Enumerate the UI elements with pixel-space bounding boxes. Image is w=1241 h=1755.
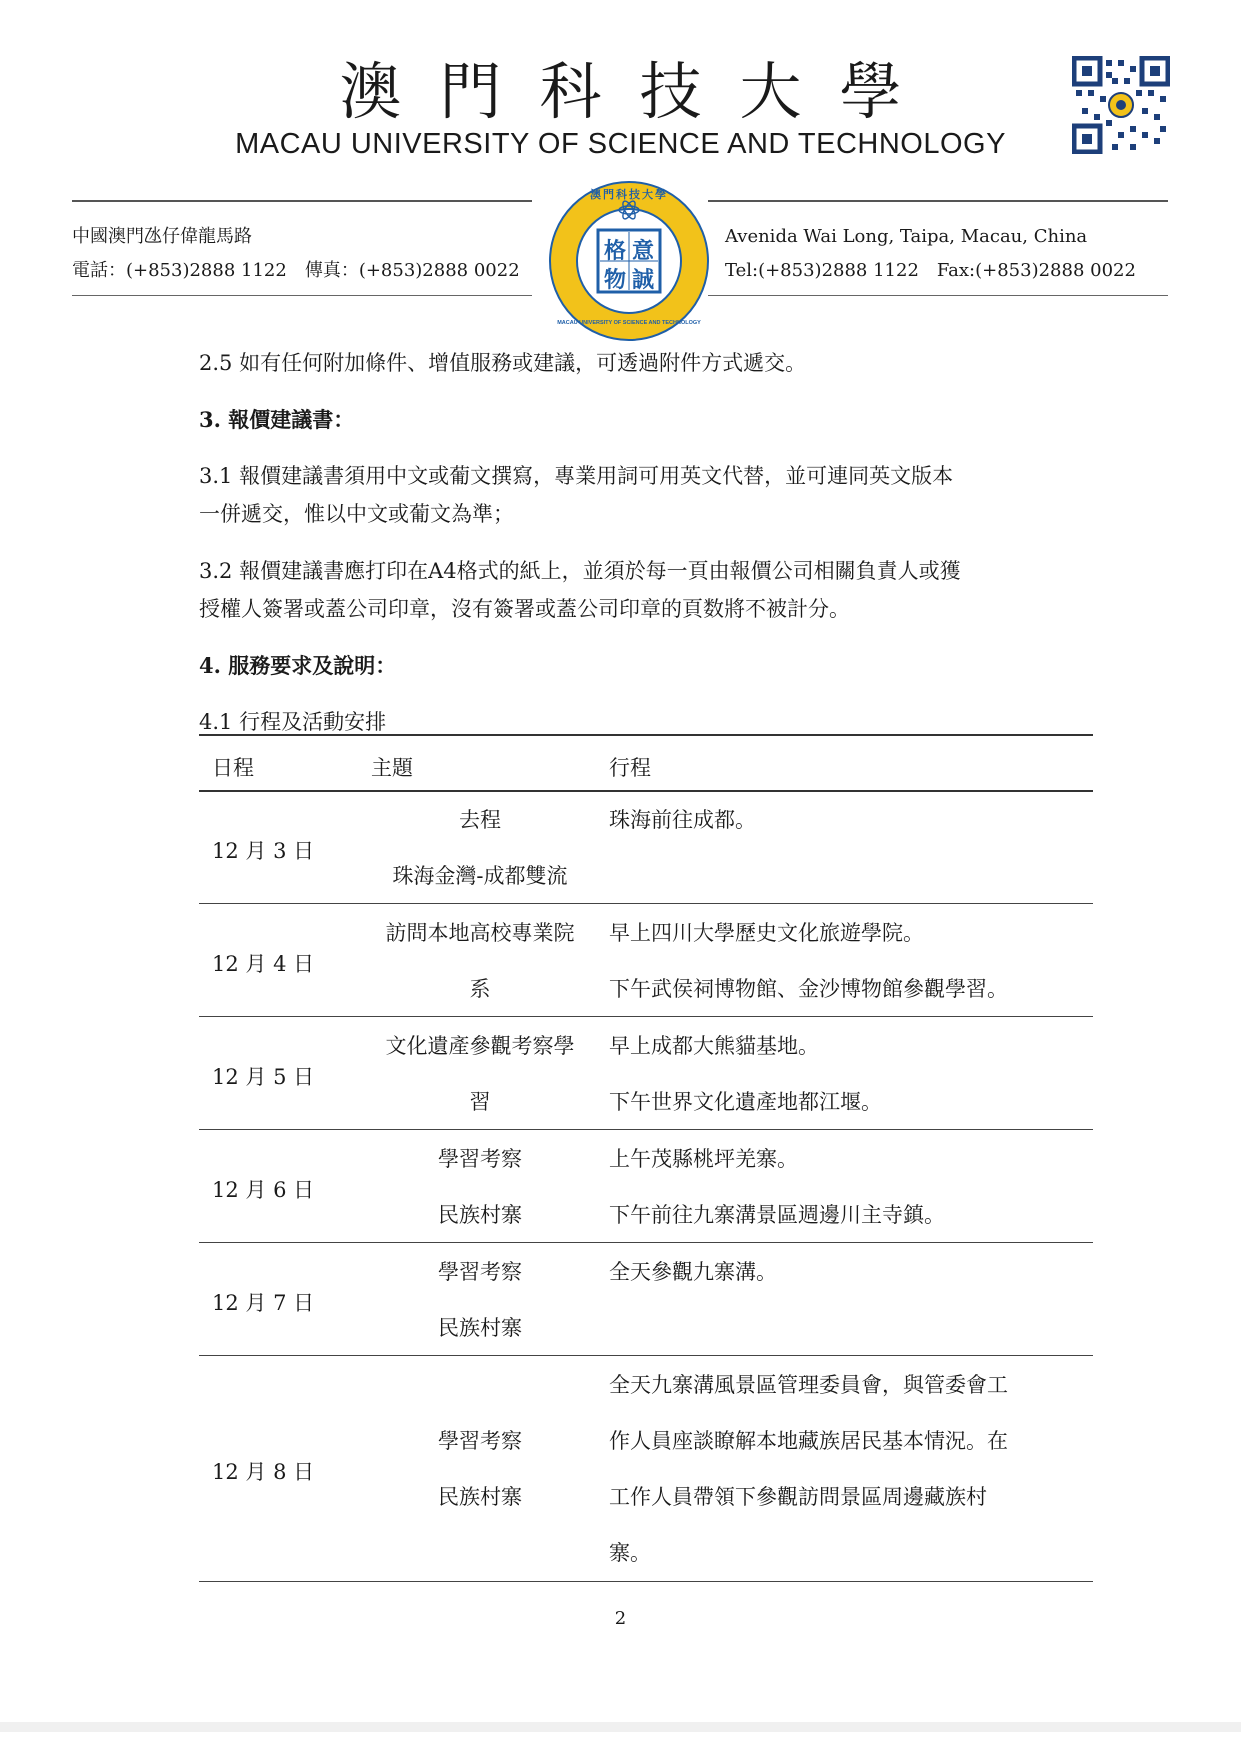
section-3-heading: 3. 報價建議書： (199, 407, 355, 432)
theme-line: 民族村寨 (438, 1316, 522, 1340)
table-row-rule (199, 1016, 1093, 1017)
table-row-date: 12 月 6 日 (212, 1178, 315, 1202)
theme-line: 習 (469, 1090, 491, 1114)
table-row-rule (199, 903, 1093, 904)
itinerary-line: 全天九寨溝風景區管理委員會，與管委會工 (609, 1373, 1008, 1397)
table-row-itinerary (609, 1357, 1008, 1581)
table-row-itinerary (609, 1244, 777, 1300)
qr-code-icon (1072, 56, 1170, 154)
table-row-rule (199, 1242, 1093, 1243)
itinerary-line: 上午茂縣桃坪羌寨。 (609, 1147, 798, 1171)
table-row-rule (199, 1129, 1093, 1130)
itinerary-line: 早上四川大學歷史文化旅遊學院。 (609, 921, 924, 945)
table-row-itinerary (609, 905, 1008, 1017)
address-zh: 中國澳門氹仔偉龍馬路 (72, 226, 252, 247)
theme-line: 珠海金灣-成都雙流 (392, 864, 568, 888)
table-row-theme (365, 792, 595, 904)
page-number: 2 (614, 1608, 627, 1629)
clause-2-5: 2.5 如有任何附加條件、增值服務或建議，可透過附件方式遞交。 (199, 351, 807, 375)
header-rule-right-bottom (708, 295, 1168, 296)
table-row-date: 12 月 4 日 (212, 952, 315, 976)
seal-center-char: 誠 (632, 267, 655, 293)
seal-center-char: 格 (604, 238, 627, 264)
phone-zh: 電話：(+853)2888 1122 傳真：(+853)2888 0022 (72, 260, 520, 281)
section-4-heading: 4. 服務要求及說明： (199, 653, 397, 678)
itinerary-line: 寨。 (609, 1541, 651, 1565)
header-rule-left-bottom (72, 295, 532, 296)
address-block-en (725, 220, 1136, 288)
table-row-date: 12 月 7 日 (212, 1291, 315, 1315)
header-rule-right-top (708, 200, 1168, 202)
table-bottom-rule (199, 1581, 1093, 1582)
table-row-theme (365, 1244, 595, 1356)
table-row-itinerary (609, 792, 756, 848)
theme-line: 民族村寨 (438, 1485, 522, 1509)
table-header-itinerary: 行程 (609, 756, 651, 780)
theme-line: 學習考察 (438, 1260, 522, 1284)
table-row-theme (365, 905, 595, 1017)
table-row-date: 12 月 3 日 (212, 839, 315, 863)
university-name-en: MACAU UNIVERSITY OF SCIENCE AND TECHNOLOGY (235, 128, 1006, 160)
university-seal-logo (548, 180, 710, 342)
table-row-itinerary (609, 1018, 882, 1130)
theme-line: 學習考察 (438, 1147, 522, 1171)
address-en: Avenida Wai Long, Taipa, Macau, China (725, 226, 1088, 247)
table-row-itinerary (609, 1131, 945, 1243)
table-row-theme (365, 1413, 595, 1525)
theme-line: 民族村寨 (438, 1203, 522, 1227)
table-row-date: 12 月 5 日 (212, 1065, 315, 1089)
table-header-date: 日程 (212, 756, 254, 780)
table-row-rule (199, 1355, 1093, 1356)
university-name-zh: 澳門科技大學 (339, 55, 940, 128)
itinerary-line: 下午前往九寨溝景區週邊川主寺鎮。 (609, 1203, 945, 1227)
seal-top-text: 澳門科技大學 (590, 188, 668, 201)
theme-line: 訪問本地高校專業院 (385, 921, 575, 945)
clause-3-2-line-2: 授權人簽署或蓋公司印章，沒有簽署或蓋公司印章的頁数將不被計分。 (199, 597, 850, 621)
itinerary-line: 珠海前往成都。 (609, 808, 756, 832)
seal-center-char: 物 (604, 267, 627, 293)
clause-3-2-line-1: 3.2 報價建議書應打印在A4格式的紙上，並須於每一頁由報價公司相關負責人或獲 (199, 559, 961, 583)
scan-edge-band (0, 1722, 1241, 1732)
itinerary-line: 下午武侯祠博物館、金沙博物館參觀學習。 (609, 977, 1008, 1001)
clause-3-1-line-1: 3.1 報價建議書須用中文或葡文撰寫，專業用詞可用英文代替，並可連同英文版本 (199, 464, 954, 488)
table-row-theme (365, 1131, 595, 1243)
table-row-date: 12 月 8 日 (212, 1460, 315, 1484)
itinerary-line: 全天參觀九寨溝。 (609, 1260, 777, 1284)
theme-line: 系 (469, 977, 491, 1001)
phone-en: Tel:(+853)2888 1122 Fax:(+853)2888 0022 (725, 260, 1136, 281)
itinerary-line: 下午世界文化遺產地都江堰。 (609, 1090, 882, 1114)
theme-line: 文化遺產參觀考察學 (385, 1034, 575, 1058)
clause-3-1-line-2: 一併遞交，惟以中文或葡文為準； (199, 502, 514, 526)
clause-4-1: 4.1 行程及活動安排 (199, 710, 387, 734)
itinerary-line: 工作人員帶領下參觀訪問景區周邊藏族村 (609, 1485, 987, 1509)
table-header-theme: 主題 (371, 756, 413, 780)
seal-ring-text: MACAU UNIVERSITY OF SCIENCE AND TECHNOLOGY (557, 320, 701, 326)
seal-center-char: 意 (632, 238, 655, 264)
itinerary-line: 早上成都大熊貓基地。 (609, 1034, 819, 1058)
table-top-rule (199, 734, 1093, 736)
theme-line: 學習考察 (438, 1429, 522, 1453)
header-rule-left-top (72, 200, 532, 202)
theme-line: 去程 (459, 808, 501, 832)
address-block-zh (72, 220, 520, 288)
table-row-theme (365, 1018, 595, 1130)
itinerary-line: 作人員座談瞭解本地藏族居民基本情況。在 (609, 1429, 1008, 1453)
